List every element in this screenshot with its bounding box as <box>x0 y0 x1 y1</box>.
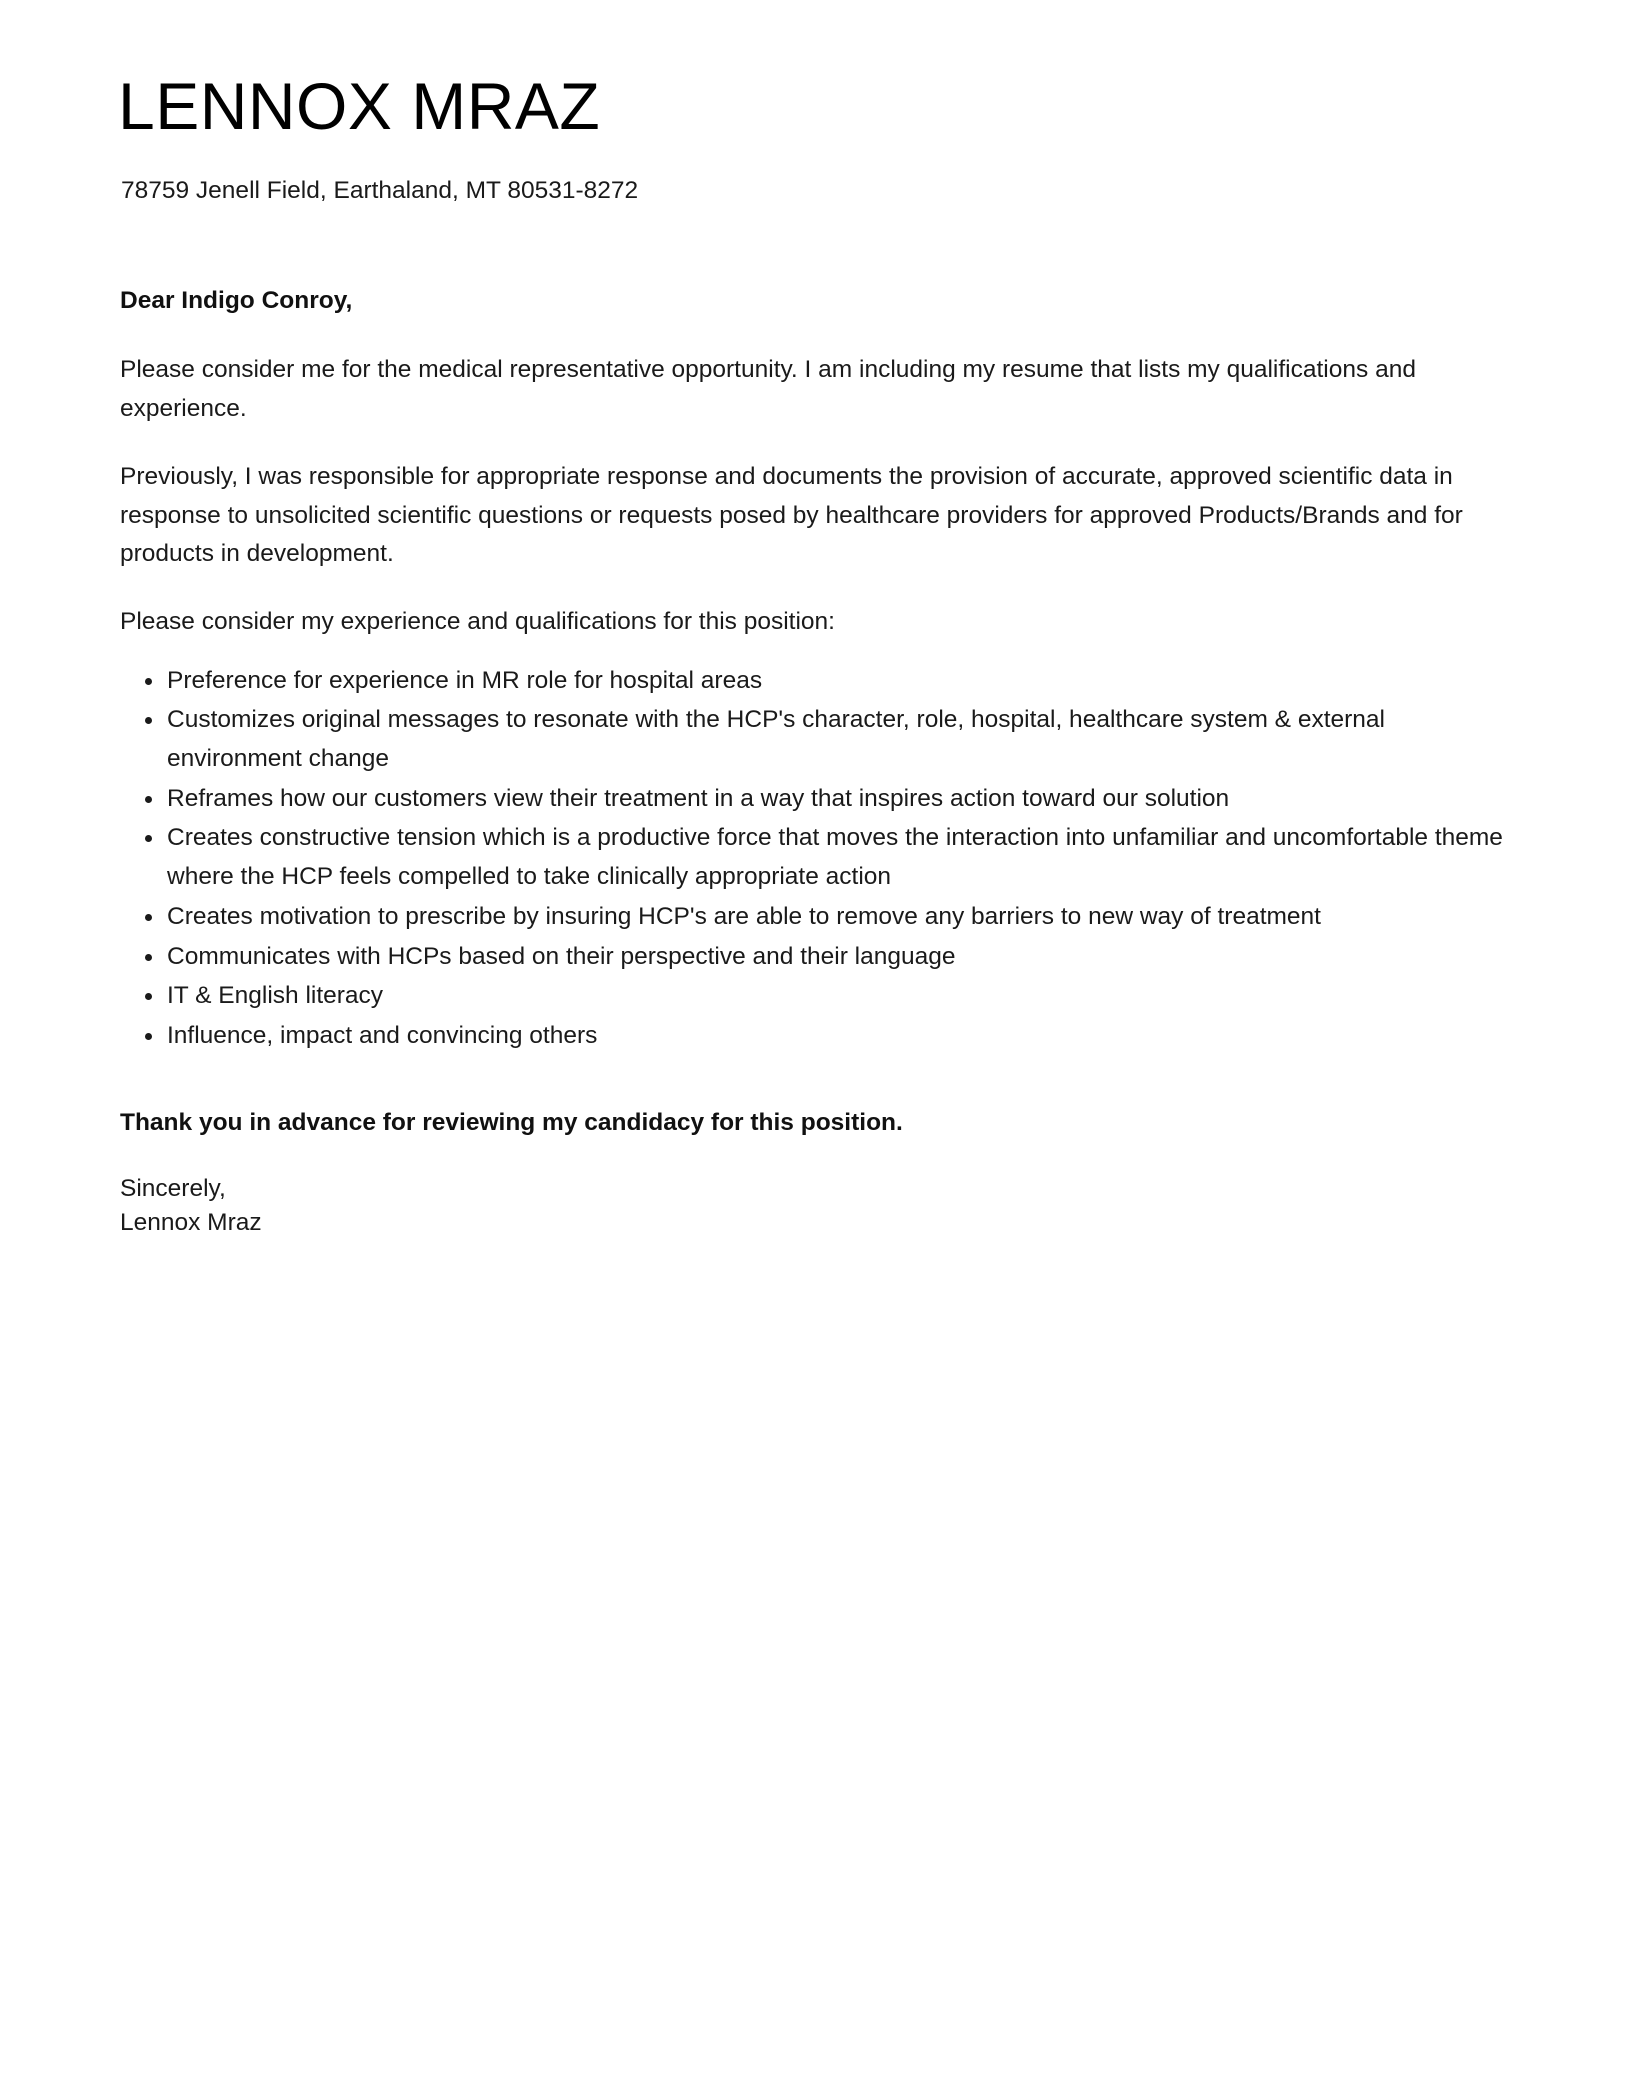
qualification-list <box>120 662 1505 1056</box>
list-item: Creates constructive tension which is a productive force that moves the interaction into unfamiliar and uncomfortable theme where the HCP feels compelled to take clinically appropriate action <box>120 819 1505 896</box>
body-paragraph-1: Please consider me for the medical representative opportunity. I am including my resume that lists my qualifications and experience. <box>120 356 1416 423</box>
list-item: Communicates with HCPs based on their perspective and their language <box>120 938 1505 977</box>
list-item: Customizes original messages to resonate with the HCP's character, role, hospital, healthcare system & external environment change <box>120 701 1505 778</box>
letterhead <box>118 62 1514 206</box>
list-item: Preference for experience in MR role for hospital areas <box>120 662 1505 701</box>
list-item: IT & English literacy <box>120 977 1505 1016</box>
signoff <box>120 1172 1514 1242</box>
closing-thanks: Thank you in advance for reviewing my candidacy for this position. <box>120 1108 903 1136</box>
signoff-closing: Sincerely, <box>120 1174 226 1202</box>
list-item: Influence, impact and convincing others <box>120 1017 1505 1056</box>
body-paragraph-2: Previously, I was responsible for appropriate response and documents the provision of accurate, approved scientific data in response to unsolicited scientific questions or requests posed by healthcare providers for approved Products/Brands and for products in development. <box>120 462 1463 568</box>
list-item: Reframes how our customers view their treatment in a way that inspires action toward our solution <box>120 780 1505 819</box>
list-item: Creates motivation to prescribe by insuring HCP's are able to remove any barriers to new way of treatment <box>120 898 1505 937</box>
signoff-name: Lennox Mraz <box>120 1209 262 1237</box>
applicant-name: LENNOX MRAZ <box>118 69 601 143</box>
qualifications-lead-in: Please consider my experience and qualifications for this position: <box>120 607 835 635</box>
letter-body <box>118 282 1514 1241</box>
salutation: Dear Indigo Conroy, <box>120 287 353 315</box>
applicant-address: 78759 Jenell Field, Earthaland, MT 80531-8272 <box>121 176 639 204</box>
